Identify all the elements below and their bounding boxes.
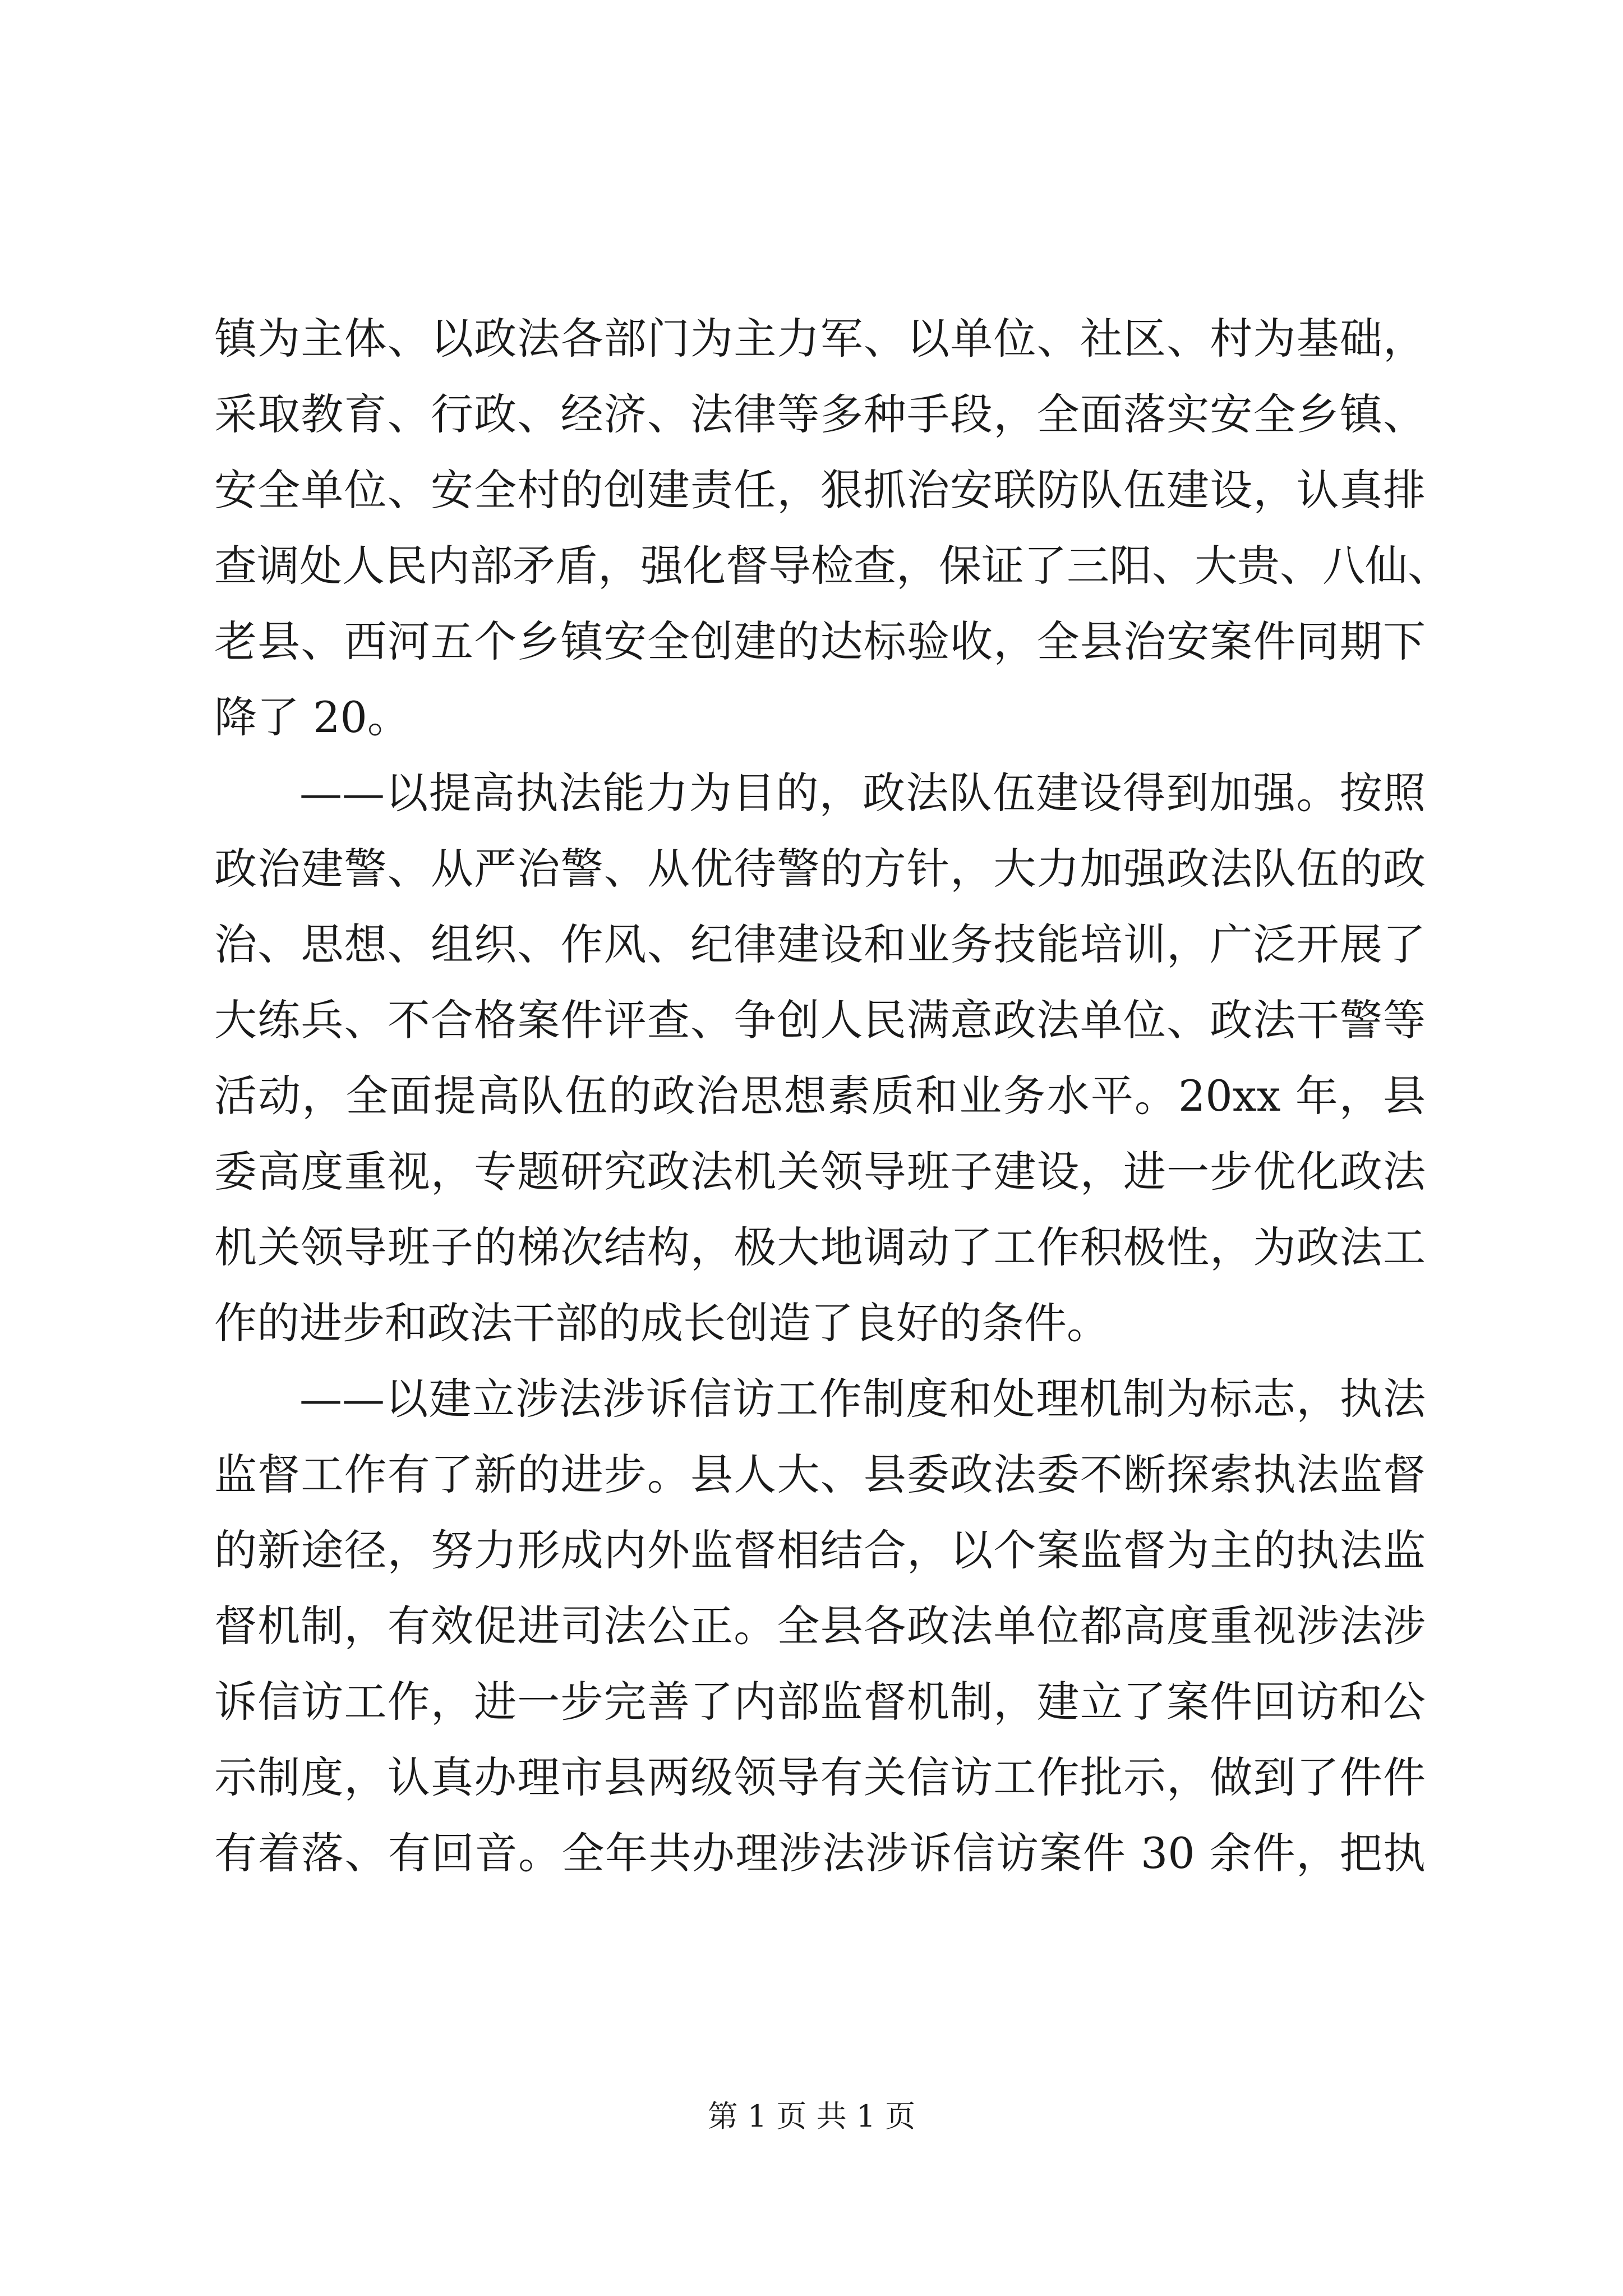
paragraph-first-line: ——以建立涉法涉诉信访工作制度和处理机制为标志，执法 (299, 1374, 1426, 1424)
text-line: 安全单位、安全村的创建责任，狠抓治安联防队伍建设，认真排 (214, 465, 1426, 515)
text-line: 督机制，有效促进司法公正。全县各政法单位都高度重视涉法涉 (214, 1601, 1426, 1651)
page-number-label: 第 1 页 共 1 页 (707, 2099, 916, 2134)
text-line: 查调处人民内部矛盾，强化督导检查，保证了三阳、大贵、八仙、 (214, 541, 1450, 591)
text-line: 监督工作有了新的进步。县人大、县委政法委不断探索执法监督 (214, 1450, 1426, 1499)
text-line: 作的进步和政法干部的成长创造了良好的条件。 (214, 1298, 1109, 1348)
text-line: 的新途径，努力形成内外监督相结合，以个案监督为主的执法监 (214, 1525, 1426, 1575)
text-line: 委高度重视，专题研究政法机关领导班子建设，进一步优化政法 (214, 1147, 1426, 1197)
text-line: 镇为主体、以政法各部门为主力军、以单位、社区、村为基础， (214, 314, 1426, 364)
text-line: 诉信访工作，进一步完善了内部监督机制，建立了案件回访和公 (214, 1677, 1426, 1727)
text-line: 老县、西河五个乡镇安全创建的达标验收，全县治安案件同期下 (214, 616, 1426, 666)
text-line: 活动，全面提高队伍的政治思想素质和业务水平。20xx 年，县 (214, 1071, 1426, 1121)
text-line: 示制度，认真办理市县两级领导有关信访工作批示，做到了件件 (214, 1752, 1426, 1802)
text-line: 采取教育、行政、经济、法律等多种手段，全面落实安全乡镇、 (214, 389, 1426, 439)
text-line: 治、思想、组织、作风、纪律建设和业务技能培训，广泛开展了 (214, 919, 1426, 969)
text-line: 大练兵、不合格案件评查、争创人民满意政法单位、政法干警等 (214, 995, 1426, 1045)
text-line: 有着落、有回音。全年共办理涉法涉诉信访案件 30 余件，把执 (214, 1828, 1426, 1878)
text-line: 机关领导班子的梯次结构，极大地调动了工作积极性，为政法工 (214, 1222, 1426, 1272)
text-line: 政治建警、从严治警、从优待警的方针，大力加强政法队伍的政 (214, 844, 1426, 894)
document-body (214, 301, 1450, 1891)
paragraph-first-line: ——以提高执法能力为目的，政法队伍建设得到加强。按照 (299, 768, 1426, 818)
page-footer (0, 2097, 1623, 2136)
text-line: 降了 20。 (214, 692, 410, 742)
